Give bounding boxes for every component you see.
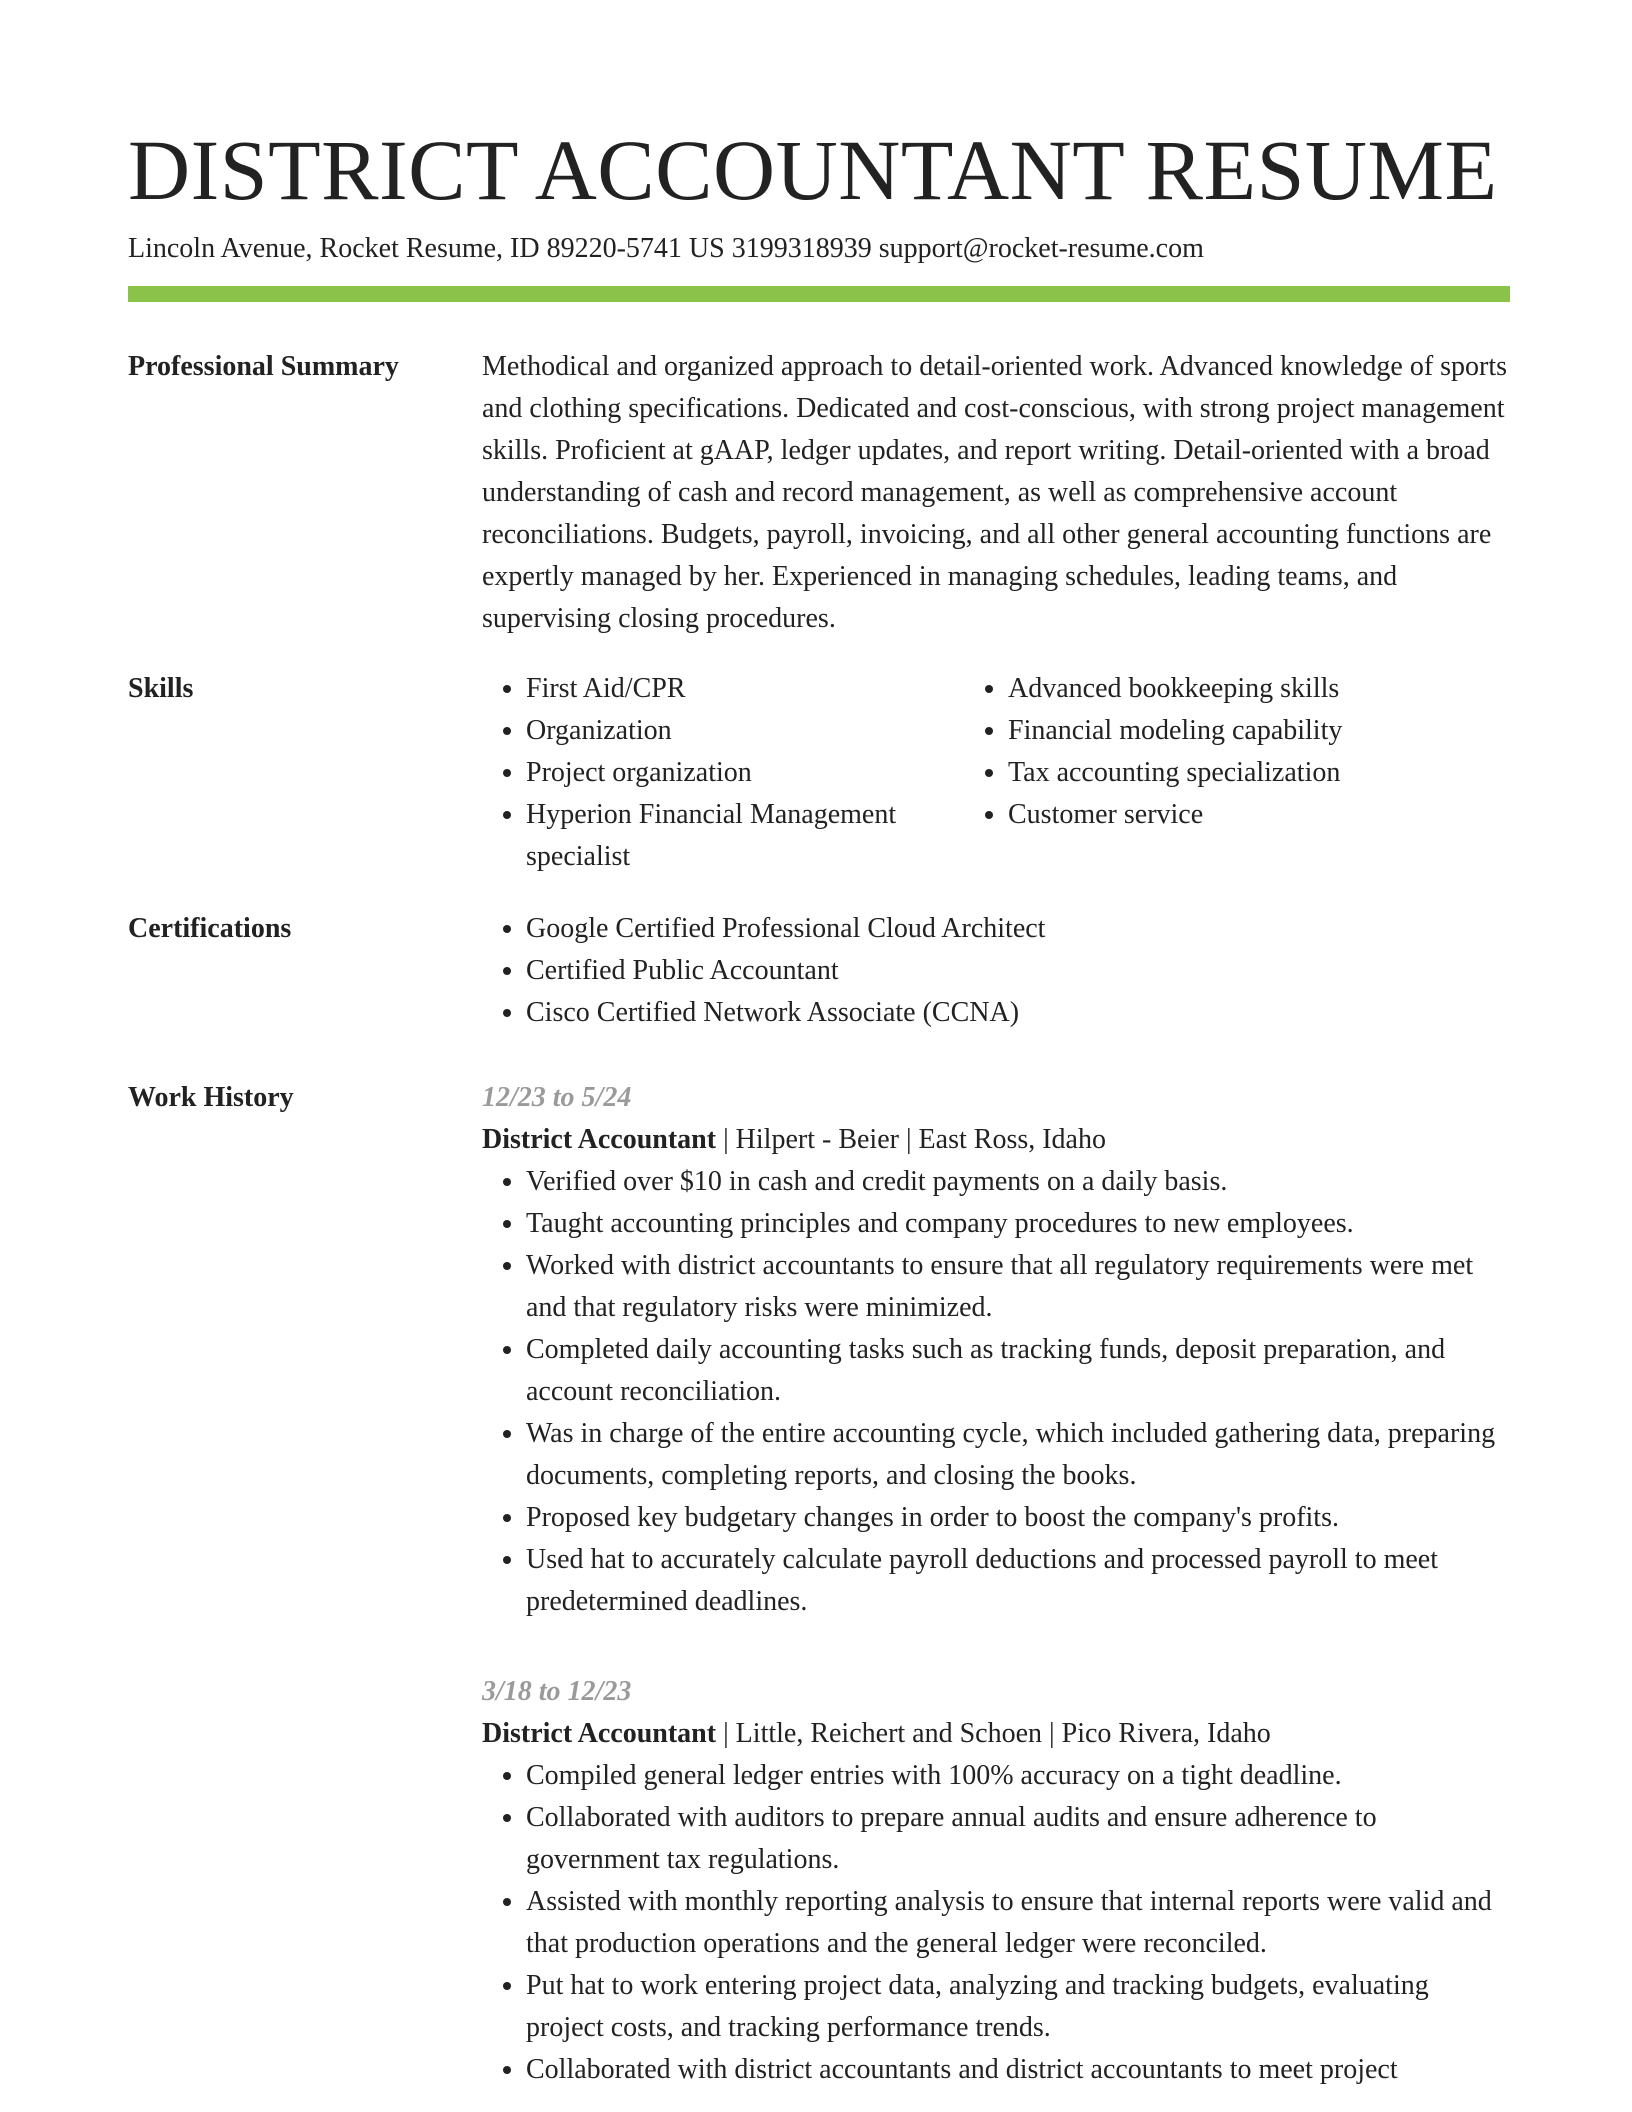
job-bullet: • Worked with district accountants to ensure that all regulatory requirements were met and that regulatory risks were minimized. <box>526 1245 1510 1329</box>
skill-item: • Hyperion Financial Management specialist <box>526 794 932 878</box>
job-details: | Little, Reichert and Schoen | Pico Rivera, Idaho <box>716 1718 1271 1749</box>
job-bullet: • Used hat to accurately calculate payroll deductions and processed payroll to meet predetermined deadlines. <box>526 1539 1510 1623</box>
skill-item: • First Aid/CPR <box>526 668 932 710</box>
certifications-body <box>482 908 1510 1034</box>
skills-label: Skills <box>128 673 194 704</box>
job-bullet: • Was in charge of the entire accounting cycle, which included gathering data, preparing documents, completing reports, and closing the books. <box>526 1413 1510 1497</box>
job-bullets <box>482 1755 1510 2091</box>
skill-item: • Customer service <box>1008 794 1510 836</box>
job-bullet: • Compiled general ledger entries with 100% accuracy on a tight deadline. <box>526 1755 1510 1797</box>
job-bullet: • Assisted with monthly reporting analysis to ensure that internal reports were valid and that production operations and the general ledger were reconciled. <box>526 1881 1510 1965</box>
job-bullet: • Taught accounting principles and company procedures to new employees. <box>526 1203 1510 1245</box>
skill-item: • Advanced bookkeeping skills <box>1008 668 1510 710</box>
job-dates: 3/18 to 12/23 <box>482 1676 632 1707</box>
certification-item: • Google Certified Professional Cloud Architect <box>526 908 1510 950</box>
job-heading <box>482 1713 1510 1755</box>
job-details: | Hilpert - Beier | East Ross, Idaho <box>716 1124 1106 1155</box>
summary-label: Professional Summary <box>128 351 399 382</box>
certification-item: • Cisco Certified Network Associate (CCNA) <box>526 992 1510 1034</box>
resume-title: DISTRICT ACCOUNTANT RESUME <box>128 122 1498 218</box>
job-bullet: • Verified over $10 in cash and credit payments on a daily basis. <box>526 1161 1510 1203</box>
certifications-list <box>482 908 1510 1034</box>
job-entry <box>482 1077 1510 1623</box>
skill-item: • Project organization <box>526 752 932 794</box>
job-bullet: • Collaborated with auditors to prepare annual audits and ensure adherence to government tax regulations. <box>526 1797 1510 1881</box>
skills-list-right <box>964 668 1510 878</box>
skills-body <box>482 668 1510 878</box>
skill-item: • Financial modeling capability <box>1008 710 1510 752</box>
job-bullets <box>482 1161 1510 1623</box>
job-bullet: • Proposed key budgetary changes in order to boost the company's profits. <box>526 1497 1510 1539</box>
job-bullet: • Collaborated with district accountants and district accountants to meet project <box>526 2049 1510 2091</box>
summary-body <box>482 346 1510 640</box>
job-title: District Accountant <box>482 1718 717 1749</box>
job-title: District Accountant <box>482 1124 717 1155</box>
job-entry <box>482 1671 1510 2091</box>
job-heading <box>482 1119 1510 1161</box>
summary-text: Methodical and organized approach to detail-oriented work. Advanced knowledge of sports and clothing specifications. Dedicated and cost-conscious, with strong project management skills. Proficient at gAAP, ledger updates, and report writing. Detail-oriented with a broad understanding of cash and record management, as well as comprehensive account reconciliations. Budgets, payroll, invoicing, and all other general accounting functions are expertly managed by her. Experienced in managing schedules, leading teams, and supervising closing procedures. <box>482 351 1508 634</box>
work-history-label: Work History <box>128 1082 294 1113</box>
certifications-label: Certifications <box>128 913 292 944</box>
contact-line: Lincoln Avenue, Rocket Resume, ID 89220-5741 US 3199318939 support@rocket-resume.com <box>128 233 1204 264</box>
job-dates: 12/23 to 5/24 <box>482 1082 632 1113</box>
certification-item: • Certified Public Accountant <box>526 950 1510 992</box>
skills-list-left <box>482 668 944 878</box>
skill-item: • Tax accounting specialization <box>1008 752 1510 794</box>
job-bullet: • Put hat to work entering project data, analyzing and tracking budgets, evaluating project costs, and tracking performance trends. <box>526 1965 1510 2049</box>
job-bullet: • Completed daily accounting tasks such as tracking funds, deposit preparation, and account reconciliation. <box>526 1329 1510 1413</box>
accent-divider <box>128 286 1510 302</box>
work-history-body <box>482 1077 1510 2091</box>
skill-item: • Organization <box>526 710 932 752</box>
